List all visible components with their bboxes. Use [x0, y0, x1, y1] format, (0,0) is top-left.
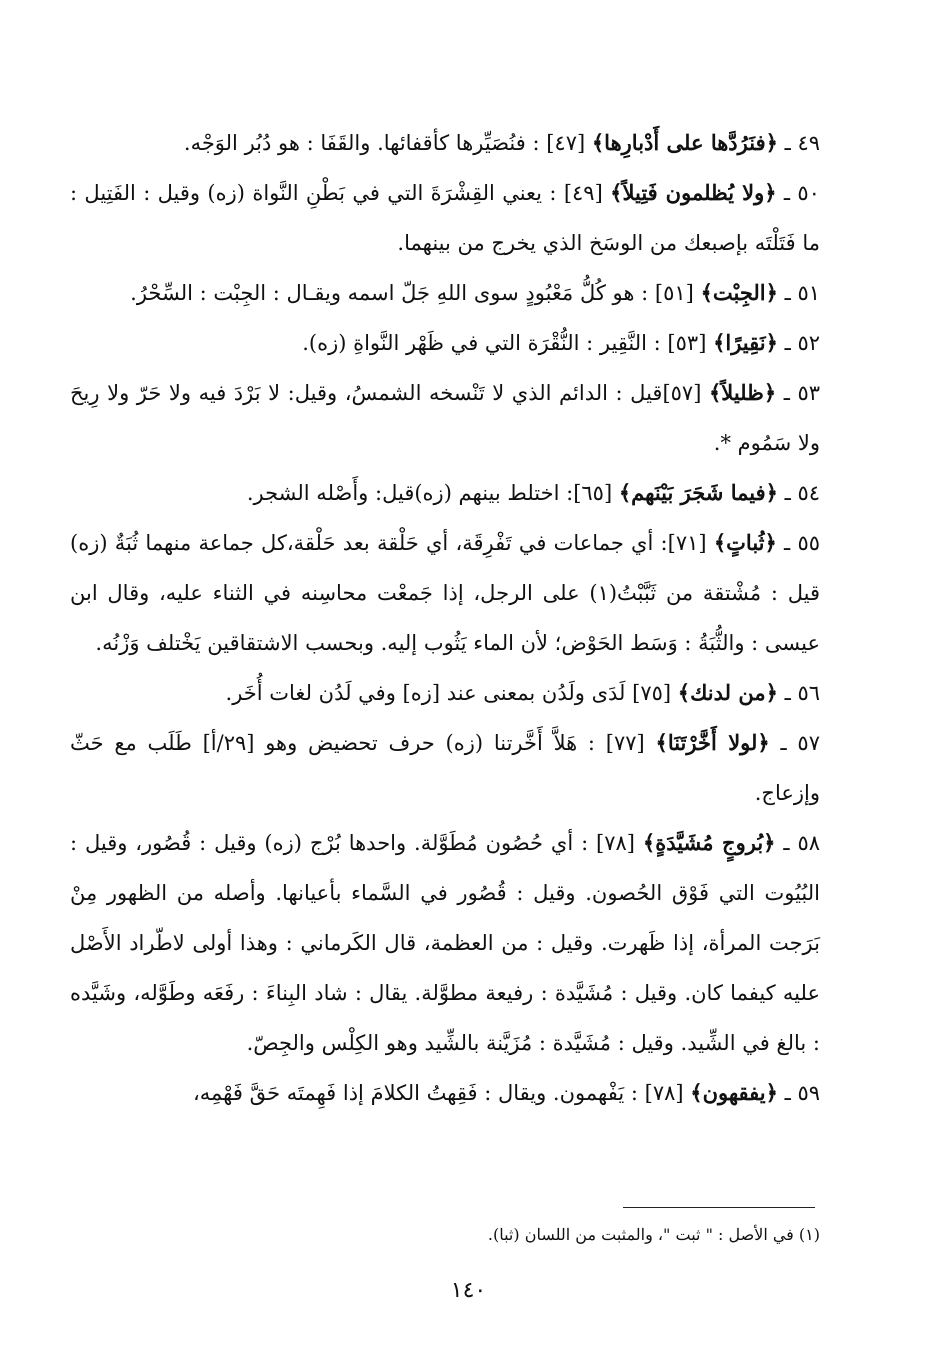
verse-ref: [٧٧]: [605, 731, 645, 755]
verse-ref: [٧٥]: [632, 681, 672, 705]
entry-57: [70, 718, 820, 818]
entry-headword: ﴿يفقهون﴾: [690, 1080, 778, 1105]
entry-number: ٥٥ ـ: [784, 531, 820, 555]
verse-ref: [٥١]: [654, 281, 694, 305]
entry-number: ٥١ ـ: [784, 281, 820, 305]
verse-ref: [٤٧]: [546, 131, 586, 155]
verse-ref: [٤٩]: [563, 181, 603, 205]
entry-number: ٥٠ ـ: [783, 181, 820, 205]
verse-ref: [٧١]: [667, 531, 707, 555]
entry-58: [70, 818, 820, 1068]
entry-text: قيل : الدائم الذي لا تَنْسخه الشمسُ، وقيل: لا بَرْدَ فيه ولا حَرّ ولا رِيحَ ولا سَمُوم *.: [70, 381, 820, 455]
entry-text: : هو كُلُّ مَعْبُودٍ سوى اللهِ جَلّ اسمه ويقـال : الجِبْت : السِّحْرُ.: [130, 281, 649, 305]
entry-headword: ﴿فنَرُدَّها على أَدْبارِها﴾: [591, 130, 778, 155]
entry-number: ٥٣ ـ: [783, 381, 821, 405]
entry-number: ٥٢ ـ: [784, 331, 820, 355]
entry-text: : يعني القِشْرَةَ التي في بَطْنِ النَّواة (زه) وقيل : الفَتِيل : ما فَتَلْتَه بإصبعك من الوسَخ الذي يخرج من بينهما.: [70, 181, 820, 255]
entry-51: [70, 268, 820, 318]
entry-number: ٤٩ ـ: [784, 131, 820, 155]
verse-ref: [٧٨]: [644, 1081, 684, 1105]
entry-headword: ﴿الجِبْت﴾: [700, 280, 778, 305]
entry-54: [70, 468, 820, 518]
verse-ref: [٥٣]: [667, 331, 707, 355]
entry-headword: ﴿ثُباتٍ﴾: [713, 530, 777, 555]
entry-number: ٥٦ ـ: [784, 681, 820, 705]
entry-headword: ﴿ظليلاً﴾: [709, 380, 777, 405]
footnote-divider: [623, 1207, 815, 1208]
entry-52: [70, 318, 820, 368]
entry-49: [70, 118, 820, 168]
entry-number: ٥٤ ـ: [784, 481, 820, 505]
entry-number: ٥٨ ـ: [783, 831, 820, 855]
entry-text: : أي جماعات في تَفْرِقَة، أي حَلْقة بعد حَلْقة،كل جماعة منهما ثُبَةٌ (زه) قيل : مُشْتقة من ثَبَّبْتُ(١) على الرجل، إذا جَمعْت محاسِنه في الثناء عليه، وقال ابن عيسى : والثُّبَةُ : وَسَط الحَوْض؛ لأن الماء يَثُوب إليه. وبحسب الاشتقاقين يَخْتلف وَزْنُه.: [70, 531, 820, 655]
footnote: (١) في الأصل : " ثبت "، والمثبت من اللسان (ثبا).: [487, 1225, 820, 1244]
entry-number: ٥٩ ـ: [784, 1081, 820, 1105]
page-number: ١٤٠: [450, 1278, 487, 1303]
entry-55: [70, 518, 820, 668]
entry-50: [70, 168, 820, 268]
entry-headword: ﴿ولا يُظلمون فَتِيلاً﴾: [610, 180, 777, 205]
main-text: [70, 118, 820, 1118]
entry-text: : النَّقِير : النُّقْرَة التي في ظَهْر النَّواةِ (زه).: [302, 331, 661, 355]
verse-ref: [٦٥]: [573, 481, 613, 505]
entry-text: : اختلط بينهم (زه)قيل: وأَصْله الشجر.: [246, 481, 574, 505]
entry-text: : أي حُصُون مُطَوَّلة. واحدها بُرْج (زه) وقيل : قُصُور، وقيل : البُيُوت التي فَوْق الحُصون. وقيل : قُصُور في السَّماء بأعيانها. وأصله من الظهور مِنْ بَرَجت المرأة، إذا ظَهرت. وقيل : من العظمة، قال الكَرماني : وهذا أولى لاطّراد الأَصْل عليه كيفما كان. وقيل : مُشَيَّدة : رفيعة مطوَّلة. يقال : شاد البِناءَ : رفَعَه وطَوَّله، وشَيَّده : بالغ في الشِّيد. وقيل : مُشَيَّدة : مُزَيَّنة بالشِّيد وهو الكِلْس والجِصّ.: [70, 831, 820, 1055]
entry-number: ٥٧ ـ: [780, 731, 820, 755]
entry-headword: ﴿من لدنك﴾: [677, 680, 778, 705]
verse-ref: [٧٨]: [596, 831, 635, 855]
entry-59: [70, 1068, 820, 1118]
entry-text: : هَلاَّ أَخَّرتنا (زه) حرف تحضيض وهو [٢٩/أ] طَلَب مع حَثّ وإزعاج.: [70, 731, 820, 805]
entry-headword: ﴿نَقِيرًا﴾: [713, 330, 778, 355]
entry-56: [70, 668, 820, 718]
entry-headword: ﴿بُروجٍ مُشَيَّدَةٍ﴾: [642, 830, 776, 855]
entry-headword: ﴿فيما شَجَرَ بَيْنَهم﴾: [618, 480, 778, 505]
entry-headword: ﴿لولا أَخَّرْتَنَا﴾: [655, 730, 770, 755]
entry-53: [70, 368, 820, 468]
entry-text: : يَفْهمون. ويقال : فَقِهتُ الكلامَ إذا فَهِمتَه حَقَّ فَهْمِه،: [193, 1081, 638, 1105]
entry-text: : فنُصَيِّرها كأقفائها. والقَفَا : هو دُبُر الوَجْه.: [183, 131, 540, 155]
entry-text: لَدَى ولَدُن بمعنى عند [زه] وفي لَدُن لغات أُخَر.: [225, 681, 626, 705]
verse-ref: [٥٧]: [662, 381, 702, 405]
